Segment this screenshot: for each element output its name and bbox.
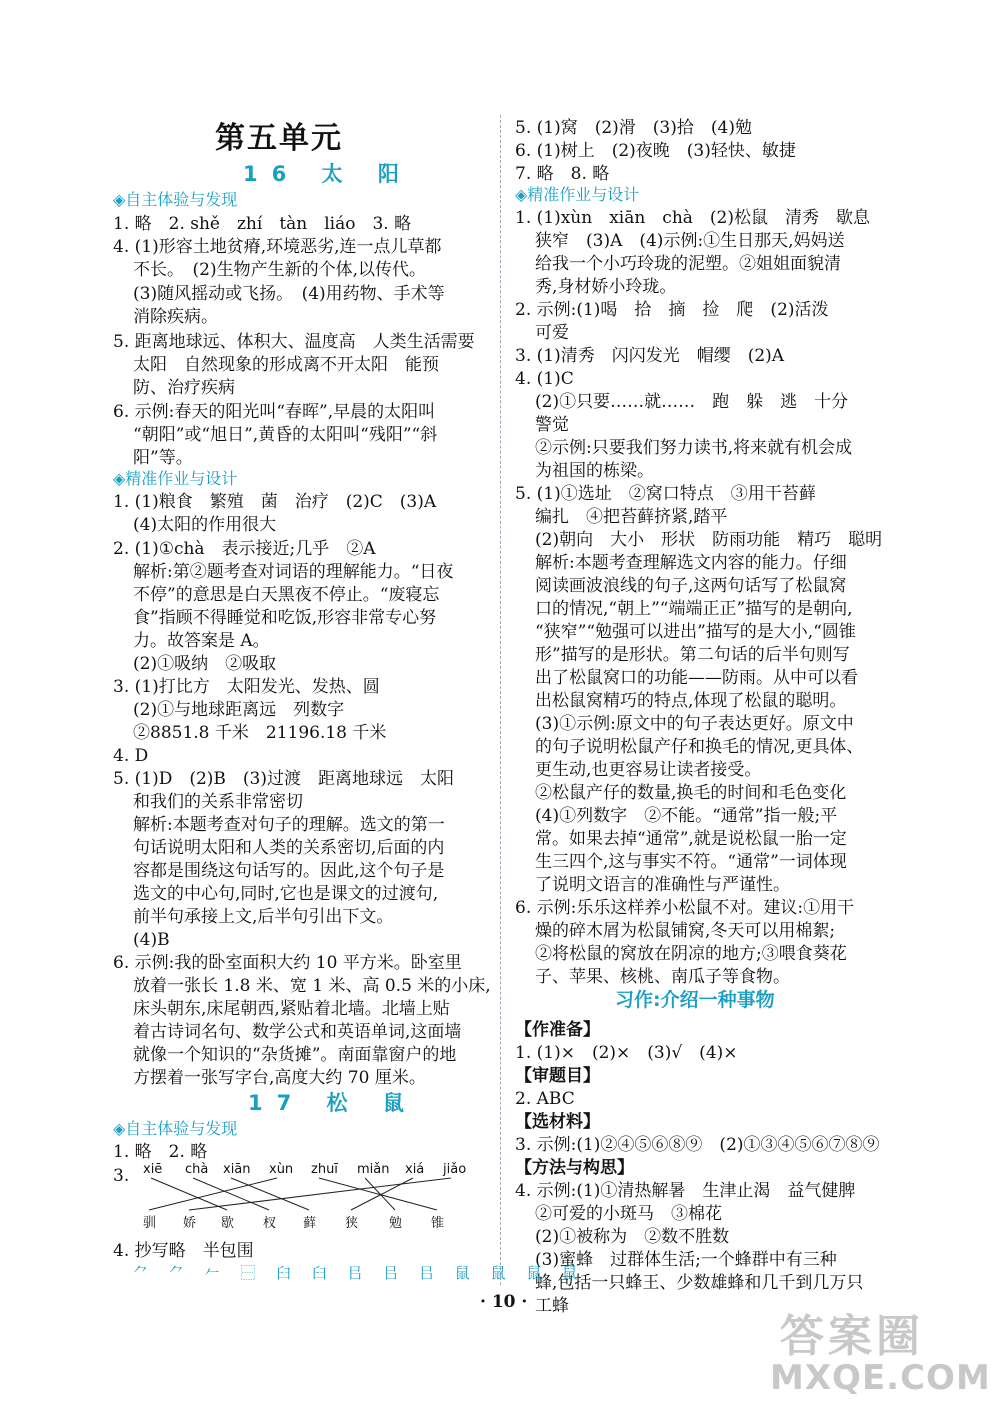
watermark xyxy=(770,1300,990,1408)
answer-line: 5. (1)窝 (2)滑 (3)拾 (4)勉 xyxy=(515,118,752,138)
answer-line: 4. D xyxy=(113,746,149,766)
pinyin-item: jiǎo xyxy=(443,1162,467,1177)
answer-line: 5. 距离地球远、体积大、温度高 人类生活需要 xyxy=(113,332,475,352)
column-divider xyxy=(500,115,501,1285)
answer-line: “朝阳”或“旭日”,黄昏的太阳叫“残阳”“斜 xyxy=(133,425,438,445)
hanzi-item: 歇 xyxy=(221,1216,235,1231)
answer-line: 解析:第②题考查对词语的理解能力。“日夜 xyxy=(133,562,454,582)
answer-line: 6. (1)树上 (2)夜晚 (3)轻快、敏捷 xyxy=(515,141,796,161)
answer-line: 4. 示例:(1)①清热解暑 生津止渴 益气健脾 xyxy=(515,1181,856,1201)
answer-line: (4)①列数字 ②不能。“通常”指一般;平 xyxy=(535,806,838,826)
answer-line: 6. 示例:我的卧室面积大约 10 平方米。卧室里 xyxy=(113,953,462,973)
answer-line: 阳”等。 xyxy=(133,448,193,468)
answer-line: ②可爱的小斑马 ③棉花 xyxy=(535,1204,722,1224)
answer-line: 床头朝东,床尾朝西,紧贴着北墙。北墙上贴 xyxy=(133,999,450,1019)
answer-line: 3. xyxy=(113,1166,130,1186)
answer-line: (2)①被称为 ②数不胜数 xyxy=(535,1227,730,1247)
answer-line: 工蜂 xyxy=(535,1296,569,1316)
answer-line: 解析:本题考查理解选文内容的能力。仔细 xyxy=(535,553,847,573)
answer-line: 狭窄 (3)A (4)示例:①生日那天,妈妈送 xyxy=(535,231,845,251)
answer-line: ②松鼠产仔的数量,换毛的时间和毛色变化 xyxy=(535,783,847,803)
answer-line: (2)①与地球距离远 列数字 xyxy=(133,700,345,720)
answer-line: 解析:本题考查对句子的理解。选文的第一 xyxy=(133,815,445,835)
answer-line: 燥的碎木屑为松鼠铺窝,冬天可以用棉絮; xyxy=(535,921,836,941)
answer-line: 6. 示例:乐乐这样养小松鼠不对。建议:①用干 xyxy=(515,898,855,918)
answer-line: 了说明文语言的准确性与严谨性。 xyxy=(535,875,790,895)
match-line xyxy=(151,1178,227,1210)
match-line xyxy=(189,1178,451,1210)
lesson-title: 17 松 鼠 xyxy=(248,1091,418,1115)
answer-line: ②8851.8 千米 21196.18 千米 xyxy=(133,723,387,743)
answer-line: 阅读画波浪线的句子,这两句话写了松鼠窝 xyxy=(535,576,847,596)
answer-line: 3. (1)清秀 闪闪发光 帽缨 (2)A xyxy=(515,346,785,366)
section-heading: ◈自主体验与发现 xyxy=(113,1119,238,1138)
bracket-heading: 【方法与构思】 xyxy=(515,1158,634,1178)
answer-line: “狭窄”“勉强可以进出”描写的是大小,“圆锥 xyxy=(535,622,856,642)
section-heading: ◈精准作业与设计 xyxy=(113,469,238,488)
answer-line: 1. (1)× (2)× (3)√ (4)× xyxy=(515,1043,738,1063)
answer-line: 5. (1)①选址 ②窝口特点 ③用干苔藓 xyxy=(515,484,816,504)
hanzi-item: 锥 xyxy=(431,1216,445,1231)
answer-line: 3. 示例:(1)②④⑤⑥⑧⑨ (2)①③④⑤⑥⑦⑧⑨ xyxy=(515,1135,880,1155)
answer-line: (2)①只要……就…… 跑 躲 逃 十分 xyxy=(535,392,849,412)
answer-line: (4)B xyxy=(133,930,170,950)
answer-line: 口的情况,“朝上”“端端正正”描写的是朝向, xyxy=(535,599,853,619)
answer-line: 1. (1)粮食 繁殖 菌 治疗 (2)C (3)A xyxy=(113,492,437,512)
answer-line: 容都是围绕这句话写的。因此,这个句子是 xyxy=(133,861,445,881)
answer-line: 7. 略 8. 略 xyxy=(515,164,610,184)
answer-line: 1. (1)xùn xiān chà (2)松鼠 清秀 歇息 xyxy=(515,208,870,228)
answer-line: 蜂,包括一只蜂王、少数雄蜂和几千到几万只 xyxy=(535,1273,864,1293)
answer-line: (2)①吸纳 ②吸取 xyxy=(133,654,277,674)
section-heading: ◈自主体验与发现 xyxy=(113,190,238,209)
answer-line: 出了松鼠窝口的功能——防雨。从中可以看 xyxy=(535,668,858,688)
answer-line: 前半句承接上文,后半句引出下文。 xyxy=(133,907,394,927)
answer-line: 4. 抄写略 半包围 xyxy=(113,1241,254,1261)
answer-line: 2. ABC xyxy=(515,1089,575,1109)
answer-line: 1. 略 2. shě zhí tàn liáo 3. 略 xyxy=(113,214,412,234)
answer-line: 着古诗词名句、数学公式和英语单词,这面墙 xyxy=(133,1022,462,1042)
hanzi-item: 勉 xyxy=(389,1216,403,1231)
answer-line: (2)朝向 大小 形状 防雨功能 精巧 聪明 xyxy=(535,530,883,550)
answer-line: ②示例:只要我们努力读书,将来就有机会成 xyxy=(535,438,853,458)
lesson-title: 习作:介绍一种事物 xyxy=(615,989,775,1011)
answer-line: 就像一个知识的“杂货摊”。南面靠窗户的地 xyxy=(133,1045,457,1065)
match-line xyxy=(365,1178,395,1210)
answer-line: 2. (1)①chà 表示接近;几乎 ②A xyxy=(113,539,376,559)
answer-line: 3. (1)打比方 太阳发光、发热、圆 xyxy=(113,677,380,697)
answer-line: (3)随风摇动或飞扬。 (4)用药物、手术等 xyxy=(133,284,445,304)
answer-line: 食”指顾不得睡觉和吃饭,形容非常专心努 xyxy=(133,608,437,628)
answer-line: 为祖国的栋梁。 xyxy=(535,461,654,481)
answer-line: 更生动,也更容易让读者接受。 xyxy=(535,760,762,780)
answer-line: 秀,身材娇小玲珑。 xyxy=(535,277,677,297)
answer-line: 5. (1)D (2)B (3)过渡 距离地球远 太阳 xyxy=(113,769,454,789)
stroke-order-sequence: ⺈ ⺈ 𠂉 ⿱ 臼 臼 㠯 㠯 㠯 鼠 鼠 鼠 鼠 xyxy=(133,1264,586,1282)
match-line xyxy=(319,1178,437,1210)
answer-line: 子、苹果、核桃、南瓜子等食物。 xyxy=(535,967,790,987)
answer-line: 力。故答案是 A。 xyxy=(133,631,270,651)
bracket-heading: 【作准备】 xyxy=(515,1020,600,1040)
answer-line: (3)①示例:原文中的句子表达更好。原文中 xyxy=(535,714,854,734)
answer-line: 编扎 ④把苔藓挤紧,踏平 xyxy=(535,507,728,527)
pinyin-item: xùn xyxy=(269,1162,294,1177)
pinyin-item: xiá xyxy=(405,1162,425,1177)
answer-line: 防、治疗疾病 xyxy=(133,378,235,398)
answer-line: 4. (1)形容土地贫瘠,环境恶劣,连一点儿草都 xyxy=(113,237,442,257)
answer-line: (4)太阳的作用很大 xyxy=(133,515,277,535)
hanzi-item: 驯 xyxy=(143,1216,157,1231)
answer-line: 放着一张长 1.8 米、宽 1 米、高 0.5 米的小床, xyxy=(133,976,491,996)
unit-title: 第五单元 xyxy=(215,121,343,156)
answer-line: 4. (1)C xyxy=(515,369,574,389)
pinyin-item: zhuī xyxy=(311,1162,338,1177)
answer-line: 太阳 自然现象的形成离不开太阳 能预 xyxy=(133,355,439,375)
section-heading: ◈精准作业与设计 xyxy=(515,185,640,204)
answer-line: 出松鼠窝精巧的特点,体现了松鼠的聪明。 xyxy=(535,691,847,711)
answer-line: 2. 示例:(1)喝 拾 摘 捡 爬 (2)活泼 xyxy=(515,300,829,320)
match-line xyxy=(231,1178,309,1210)
answer-line: 警觉 xyxy=(535,415,569,435)
pinyin-item: xiē xyxy=(143,1162,163,1177)
answer-line: 不长。 (2)生物产生新的个体,以传代。 xyxy=(133,260,426,280)
answer-line: 可爱 xyxy=(535,323,569,343)
lesson-title: 16 太 阳 xyxy=(243,162,413,186)
pinyin-matching-exercise xyxy=(113,1162,473,1232)
watermark-logo-text: 答案圈 xyxy=(780,1311,924,1362)
answer-line: 形”描写的是形状。第二句话的后半句则写 xyxy=(535,645,850,665)
answer-line: 方摆着一张写字台,高度大约 70 厘米。 xyxy=(133,1068,426,1088)
hanzi-item: 藓 xyxy=(303,1216,317,1231)
answer-line: 的句子说明松鼠产仔和换毛的情况,更具体、 xyxy=(535,737,864,757)
answer-line: 1. 略 2. 略 xyxy=(113,1142,208,1162)
pinyin-item: chà xyxy=(185,1162,209,1177)
watermark-url: MXQE.COM xyxy=(770,1358,991,1398)
answer-line: 和我们的关系非常密切 xyxy=(133,792,303,812)
answer-line: 生三四个,这与事实不符。“通常”一词体现 xyxy=(535,852,847,872)
hanzi-item: 娇 xyxy=(183,1216,197,1231)
answer-line: (3)蜜蜂 过群体生活;一个蜂群中有三种 xyxy=(535,1250,837,1270)
pinyin-item: miǎn xyxy=(357,1162,390,1177)
answer-line: 句话说明太阳和人类的关系密切,后面的内 xyxy=(133,838,445,858)
pinyin-item: xiān xyxy=(223,1162,251,1177)
answer-line: 给我一个小巧玲珑的泥塑。②姐姐面貌清 xyxy=(535,254,841,274)
answer-line: 常。如果去掉“通常”,就是说松鼠一胎一定 xyxy=(535,829,847,849)
page-number: · 10 · xyxy=(480,1292,528,1312)
bracket-heading: 【选材料】 xyxy=(515,1112,600,1132)
bracket-heading: 【审题目】 xyxy=(515,1066,600,1086)
hanzi-item: 杈 xyxy=(263,1216,277,1231)
hanzi-item: 狭 xyxy=(345,1216,359,1231)
answer-line: 6. 示例:春天的阳光叫“春晖”,早晨的太阳叫 xyxy=(113,402,436,422)
match-line xyxy=(351,1178,413,1210)
answer-line: 不停”的意思是白天黑夜不停止。“废寝忘 xyxy=(133,585,440,605)
answer-line: 选文的中心句,同时,它也是课文的过渡句, xyxy=(133,884,439,904)
answer-line: 消除疾病。 xyxy=(133,307,218,327)
answer-line: ②将松鼠的窝放在阴凉的地方;③喂食葵花 xyxy=(535,944,847,964)
